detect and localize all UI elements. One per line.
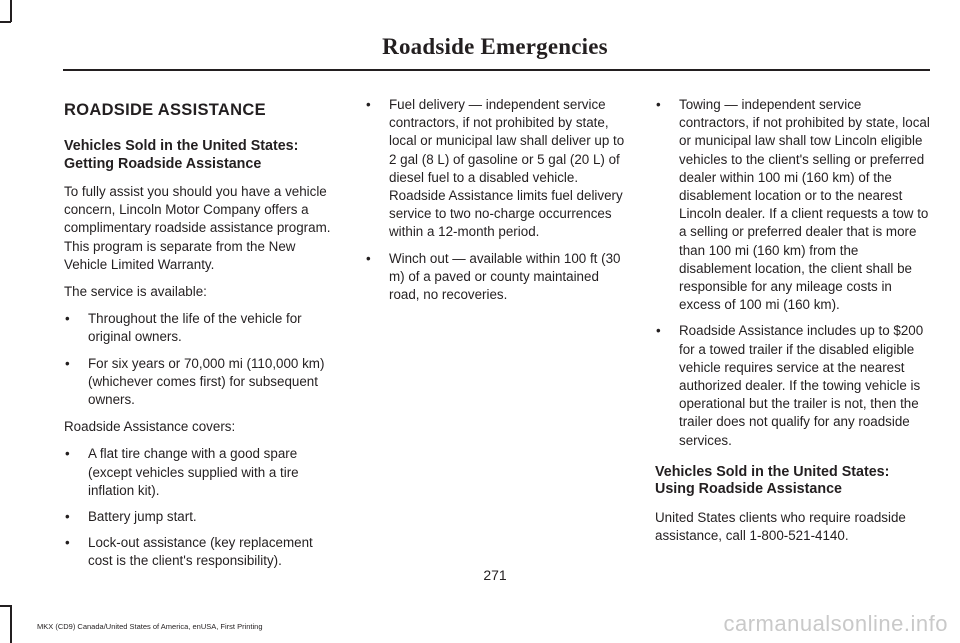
list-item-text: Lock-out assistance (key replacement cost is the client's responsibility). <box>88 535 313 569</box>
list-item <box>64 508 340 526</box>
crop-mark <box>10 0 12 22</box>
service-label: The service is available: <box>64 284 207 300</box>
list-item-text: Roadside Assistance includes up to $200 for a towed trailer if the disabled eligible vehicle requires service at the nearest authorized dealer. If the towing vehicle is operational but the trailer is not, then the trailer does not qualify for any roadside services. <box>679 323 924 448</box>
list-item-text: Battery jump start. <box>88 509 197 525</box>
list-item <box>64 310 340 346</box>
crop-mark <box>0 605 11 607</box>
list-item <box>64 445 340 500</box>
towing-list <box>655 96 931 450</box>
list-item <box>655 96 931 314</box>
bullet-glyph: • <box>366 97 371 112</box>
service-details-list <box>365 96 633 304</box>
header-divider <box>63 69 930 71</box>
list-item <box>64 355 340 410</box>
bullet-glyph: • <box>65 535 70 551</box>
covers-label: Roadside Assistance covers: <box>64 419 236 435</box>
list-item-text: Throughout the life of the vehicle for original owners. <box>88 311 302 345</box>
bullet-glyph: • <box>65 446 70 462</box>
list-item <box>365 96 633 242</box>
intro-paragraph: To fully assist you should you have a vehicle concern, Lincoln Motor Company offers a complimentary roadside assistance program. This program is separate from the New Vehicle Limited Warranty. <box>64 184 331 272</box>
bullet-glyph: • <box>656 97 661 112</box>
subheading-getting-assistance: Vehicles Sold in the United States: Getting Roadside Assistance <box>64 138 299 172</box>
bullet-glyph: • <box>65 311 70 327</box>
list-item-text: For six years or 70,000 mi (110,000 km) (whichever comes first) for subsequent owners. <box>88 355 325 408</box>
bullet-glyph: • <box>65 509 70 525</box>
subheading-using-assistance: Vehicles Sold in the United States: Using Roadside Assistance <box>655 463 890 498</box>
footer-print-note: MKX (CD9) Canada/United States of America, enUSA, First Printing <box>37 622 263 631</box>
bullet-glyph: • <box>656 323 661 339</box>
list-item <box>655 322 931 449</box>
service-list <box>64 310 340 409</box>
list-item-text: A flat tire change with a good spare (except vehicles supplied with a tire inflation kit). <box>88 446 299 498</box>
watermark: carmanualsonline.info <box>723 611 948 636</box>
list-item-text: Fuel delivery — independent service contractors, if not prohibited by state, local or municipal law shall deliver up to 2 gal (8 L) of gasoline or 5 gal (20 L) of diesel fuel to a disabled vehicle. Roadside Assistance limits fuel delivery service to two no-charge occurrences within a 12-month period. <box>389 97 625 240</box>
column-right <box>655 96 931 554</box>
crop-mark <box>0 21 11 23</box>
covers-list <box>64 445 340 570</box>
list-item <box>64 534 340 570</box>
page-number: 271 <box>483 567 507 583</box>
column-middle <box>365 96 633 313</box>
list-item-text: Towing — independent service contractors, if not prohibited by state, local or municipal law shall tow Lincoln eligible vehicles to the client's selling or preferred dealer within 100 mi (160 km) of the disablement location or to the nearest Lincoln dealer. If a client requests a tow to a selling or preferred dealer that is more than 100 mi (160 km) from the disablement location, the client shall be responsible for any mileage costs in excess of 100 mi (160 km). <box>679 97 930 313</box>
column-left <box>64 96 340 580</box>
section-title: ROADSIDE ASSISTANCE <box>64 101 266 119</box>
list-item-text: Winch out — available within 100 ft (30 m) of a paved or county maintained road, no recoveries. <box>389 250 621 303</box>
list-item <box>365 250 633 305</box>
crop-mark <box>10 605 12 643</box>
bullet-glyph: • <box>65 355 70 371</box>
bullet-glyph: • <box>366 250 371 266</box>
contact-paragraph: United States clients who require roadside assistance, call 1-800-521-4140. <box>655 509 906 544</box>
page-header-title: Roadside Emergencies <box>382 34 608 59</box>
